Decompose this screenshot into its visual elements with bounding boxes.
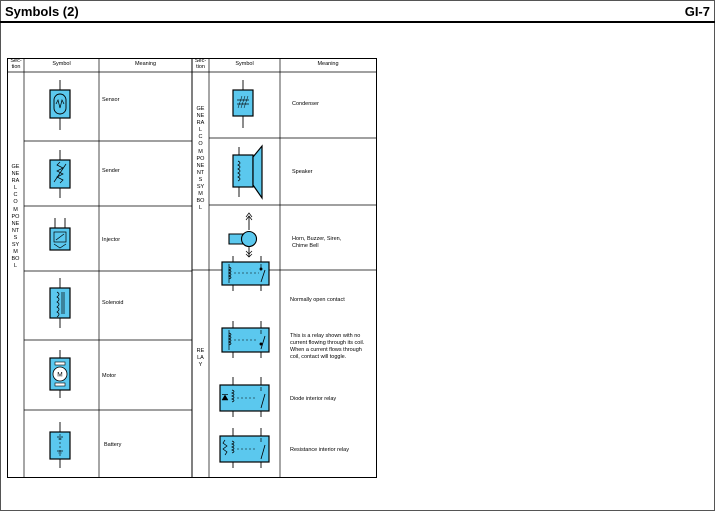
injector-icon (50, 218, 70, 250)
table-graphics (7, 58, 377, 478)
meaning-injector: Injector (102, 237, 121, 243)
sensor-icon (50, 80, 70, 130)
relay-toggle-icon (222, 321, 269, 358)
meaning-battery: Battery (104, 442, 122, 448)
header-section-right: Sec-tion (194, 58, 207, 70)
speaker-icon (233, 146, 262, 198)
sender-icon (50, 150, 70, 198)
meaning-solenoid: Solenoid (102, 300, 124, 306)
section-relay: RELAY (196, 348, 205, 369)
motor-label: M (57, 371, 63, 379)
battery-icon (50, 422, 70, 468)
meaning-sensor: Sensor (102, 97, 120, 103)
meaning-relay-diode: Diode interior relay (290, 396, 337, 402)
table-grid (8, 58, 377, 478)
meaning-horn: Horn, Buzzer, Siren, Chime Bell (292, 236, 342, 249)
meaning-relay-toggle: This is a relay shown with no current flowing through its coil. When a current flows through coil, contact will toggle. (290, 333, 365, 360)
header-meaning-left: Meaning (134, 61, 157, 67)
meaning-relay-resistance: Resistance interior relay (290, 447, 349, 453)
meaning-motor: Motor (102, 373, 117, 379)
header-meaning-right: Meaning (317, 61, 339, 67)
meaning-relay-open: Normally open contact (290, 297, 345, 303)
symbols-table (7, 58, 377, 478)
page-number: GI-7 (684, 4, 710, 19)
solenoid-icon (50, 278, 70, 328)
header-symbol-left: Symbol (52, 61, 71, 67)
page-title: Symbols (2) (5, 4, 79, 19)
condenser-icon (233, 80, 253, 128)
header-symbol-right: Symbol (235, 61, 254, 67)
motor-icon (50, 350, 70, 398)
horn-icon (229, 213, 257, 257)
diode-relay-icon (220, 377, 269, 417)
resistance-relay-icon (220, 428, 269, 468)
section-general-components-left: GENERAL COMPONENTS SYMBOL (11, 164, 20, 270)
meaning-speaker: Speaker (292, 169, 313, 175)
relay-open-contact-icon (222, 256, 269, 291)
meaning-sender: Sender (102, 168, 120, 174)
header-section-left: Sec-tion (10, 58, 22, 70)
page-header (0, 0, 715, 23)
meaning-condenser: Condenser (292, 101, 319, 107)
section-general-components-right: GENERAL COMPONENTS SYMBOL (196, 106, 205, 212)
